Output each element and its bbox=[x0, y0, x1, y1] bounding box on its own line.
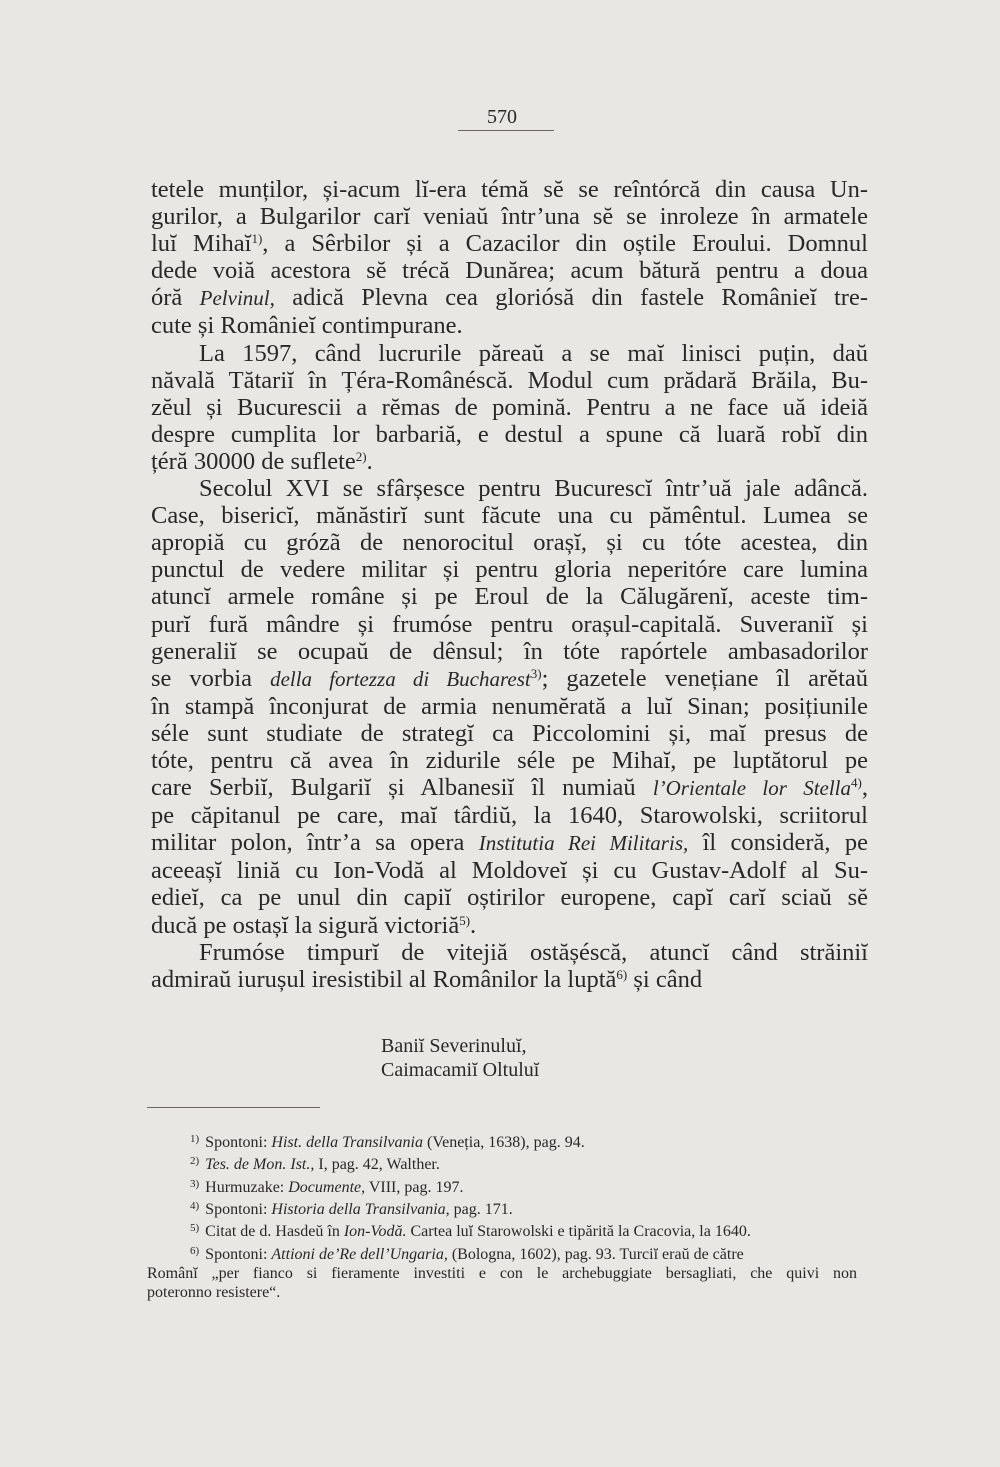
footnote bbox=[147, 1242, 857, 1264]
italic-text: Pelvinul, bbox=[199, 286, 275, 311]
italic-text: l’Orientale lor Stella bbox=[652, 776, 852, 801]
footnote-title: Ion-Vodă. bbox=[343, 1223, 407, 1241]
text-line: țéră 30000 de suflete$^{2)}$. bbox=[151, 447, 373, 475]
footnote-title: Attioni de’Re dell’Ungaria, bbox=[271, 1245, 448, 1263]
footnote-text: I, pag. 42, Walther. bbox=[314, 1156, 440, 1174]
footnote-text: Spontoni: bbox=[205, 1133, 272, 1151]
footnote-title: Hist. della Transilvania bbox=[271, 1133, 423, 1151]
text-line: gurilor, a Bulgarilor carĭ veniaŭ într’una sĕ se inroleze în armatele bbox=[151, 203, 868, 231]
text-line: purĭ fură mândre și frumóse pentru orașul-capitală. Suveraniĭ și bbox=[151, 610, 868, 638]
signature-line: Baniĭ Severinuluĭ, bbox=[381, 1035, 527, 1057]
footnote-title: Tes. de Mon. Ist., bbox=[205, 1156, 315, 1174]
text-line bbox=[151, 829, 868, 857]
signature-line: Caimacamiĭ Oltuluĭ bbox=[381, 1059, 540, 1081]
text-fragment: îl consideră, pe bbox=[702, 829, 869, 857]
text-fragment: luĭ Mihaĭ bbox=[151, 230, 252, 258]
footnote-text: Hurmuzake: bbox=[205, 1178, 289, 1196]
italic-text: della fortezza di Bucharest bbox=[270, 666, 531, 691]
footnote-text: Spontoni: bbox=[205, 1245, 272, 1263]
signature-block bbox=[381, 1034, 539, 1082]
text-line: în stampă înconjurat de armia nenumĕrată a luĭ Sinan; posițiunile bbox=[151, 692, 868, 720]
text-fragment: și când bbox=[633, 965, 703, 993]
text-line bbox=[151, 966, 868, 993]
footnote-marker: 4) bbox=[851, 775, 862, 791]
text-fragment: care Serbiĭ, Bulgariĭ și Albanesiĭ îl numiaŭ bbox=[151, 774, 636, 802]
footnote-text: VIII, pag. 197. bbox=[365, 1178, 464, 1196]
footnote-marker: 3) bbox=[530, 665, 542, 681]
footnote-marker: 2) bbox=[355, 449, 367, 465]
text-line: séle sunt studiate de strategĭ ca Piccolomini și, maĭ presus de bbox=[151, 719, 868, 747]
text-line: pe căpitanul pe care, maĭ târdiŭ, la 1640, Starowolski, scriitorul bbox=[151, 802, 868, 830]
text-fragment: ducă pe ostașĭ la sigură victoriă bbox=[151, 911, 460, 939]
footnote-text: (Veneția, 1638), pag. 94. bbox=[422, 1133, 585, 1151]
text-line bbox=[151, 230, 868, 257]
footnote-marker: 1) bbox=[251, 231, 263, 247]
text-line: zĕul și Bucurescii a rĕmas de pomină. Pentru a ne face uă ideiă bbox=[151, 393, 868, 421]
footnote-mark: 6) bbox=[190, 1244, 200, 1257]
text-line: năvală Tătariĭ în Țéra-Românéscă. Modul cum prădară Brăila, Bu- bbox=[151, 366, 868, 394]
text-line: punctul de vedere militar și pentru gloria neperitóre care lumina bbox=[151, 556, 868, 584]
footnotes bbox=[147, 1130, 857, 1303]
text-line: edieĭ, ca pe unul din capiĭ oștirilor europene, capĭ carĭ sciaŭ sĕ bbox=[151, 884, 868, 912]
text-line: Frumóse timpurĭ de vitejiă ostășéscă, atuncĭ când străiniĭ bbox=[199, 938, 868, 966]
footnote-mark: 2) bbox=[190, 1155, 200, 1168]
footnote-mark: 3) bbox=[190, 1177, 200, 1190]
main-text bbox=[151, 176, 868, 993]
footnote-text: (Bologna, 1602), pag. 93. Turciĭ eraŭ de către bbox=[447, 1245, 744, 1263]
footnote-continuation: Românĭ „per fianco si fieramente investiti e con le archebuggiate bersagliati, che quivi non bbox=[147, 1265, 857, 1283]
footnote-title: Documente, bbox=[288, 1178, 366, 1196]
footnote bbox=[147, 1175, 857, 1197]
text-fragment: militar polon, într’a sa opera bbox=[151, 829, 465, 857]
header-rule bbox=[458, 130, 554, 131]
text-line bbox=[151, 284, 868, 312]
footnote bbox=[147, 1152, 857, 1174]
footnote-marker: 6) bbox=[616, 966, 628, 982]
text-fragment: țéră 30000 de suflete bbox=[151, 447, 356, 475]
text-line: apropiă cu grózã de nenorocitul orașĭ, și cu tóte acestea, din bbox=[151, 529, 868, 557]
footnote-marker: 5) bbox=[459, 912, 471, 928]
footnote bbox=[147, 1130, 857, 1152]
italic-text: Institutia Rei Militaris, bbox=[478, 831, 689, 856]
text-fragment: admiraŭ iurușul iresistibil al Românilor la luptă bbox=[151, 965, 617, 993]
footnote-text: Citat de d. Hasdeŭ în bbox=[205, 1223, 344, 1241]
text-line: generaliĭ se ocupaŭ de dênsul; în tóte rapórtele ambasadorilor bbox=[151, 637, 868, 665]
text-line: tóte, pentru că avea în zidurile séle pe Mihaĭ, pe luptătorul pe bbox=[151, 746, 868, 774]
footnote-text: pag. 171. bbox=[449, 1200, 513, 1218]
text-fragment: ; gazetele venețiane îl arĕtaŭ bbox=[541, 664, 869, 692]
footnote bbox=[147, 1197, 857, 1219]
text-line: despre cumplita lor barbariă, e destul a spune că luară robĭ din bbox=[151, 420, 868, 448]
footnote-text: Cartea luĭ Starowolski e tipărită la Cracovia, la 1640. bbox=[406, 1223, 751, 1241]
text-line: dede voiă acestora sĕ trécă Dunărea; acum bătură pentru a doua bbox=[151, 257, 868, 285]
footnote-text: Spontoni: bbox=[205, 1200, 272, 1218]
footnote-mark: 1) bbox=[190, 1133, 200, 1145]
footnote-continuation: poteronno resistere“. bbox=[147, 1284, 281, 1302]
page-number: 570 bbox=[487, 106, 517, 128]
text-line: ducă pe ostașĭ la sigură victoriă$^{5)}$. bbox=[151, 911, 477, 939]
footnote-rule bbox=[147, 1107, 320, 1108]
footnote-mark: 4) bbox=[190, 1200, 200, 1213]
text-fragment: adică Plevna cea gloriósă din fastele Românieĭ tre- bbox=[292, 284, 868, 312]
text-line: atuncĭ armele române și pe Eroul de la Călugărenĭ, aceste tim- bbox=[151, 583, 868, 611]
text-line: Case, bisericĭ, mănăstirĭ sunt făcute una cu pămêntul. Lumea se bbox=[151, 502, 868, 530]
text-fragment: óră bbox=[151, 284, 183, 312]
text-line: tetele munților, și-acum lĭ-era témă sĕ se reîntórcă din causa Un- bbox=[151, 176, 868, 203]
text-line bbox=[151, 665, 868, 693]
text-line: La 1597, când lucrurile păreaŭ a se maĭ linisci puțin, daŭ bbox=[199, 339, 868, 367]
footnote-title: Historia della Transilvania, bbox=[271, 1200, 450, 1218]
text-line: cute și Românieĭ contimpurane. bbox=[151, 312, 463, 340]
text-line: care Serbiĭ, Bulgariĭ și Albanesiĭ îl numiaŭ l’Orientale lor Stella$^{4)}$, bbox=[151, 774, 868, 802]
footnote bbox=[147, 1219, 857, 1241]
text-fragment: , a Sêrbilor și a Cazacilor din oștile Eroului. Domnul bbox=[262, 230, 868, 258]
text-line: Secolul XVI se sfârșesce pentru Bucurescĭ într’uă jale adâncă. bbox=[199, 475, 868, 503]
text-fragment: se vorbia bbox=[151, 664, 253, 692]
text-line: aceeașĭ liniă cu Ion-Vodă al Moldoveĭ și cu Gustav-Adolf al Su- bbox=[151, 857, 868, 885]
footnote-mark: 5) bbox=[190, 1222, 200, 1235]
